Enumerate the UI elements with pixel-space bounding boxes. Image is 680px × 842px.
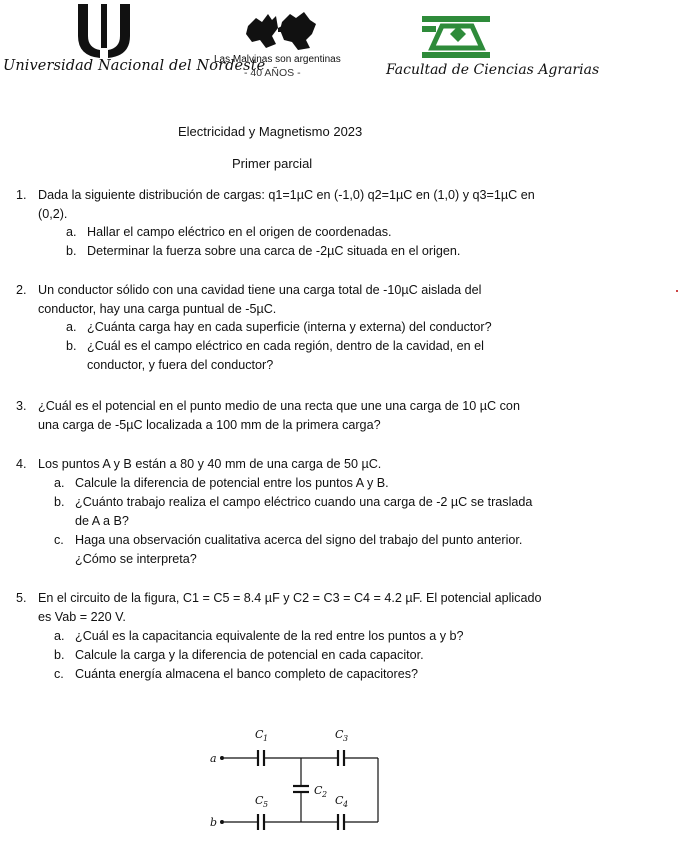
q3-number: 3. [16,399,27,413]
q4b-text-line1: ¿Cuánto trabajo realiza el campo eléctrico cuando una carga de -2 µC se traslada [75,495,533,509]
q2b-text-line2: conductor, y fuera del conductor? [87,358,274,372]
q4c-text-line2: ¿Cómo se interpreta? [75,552,197,566]
malvinas-logo [206,0,356,84]
capacitor-c2 [293,786,309,792]
q5b-text: Calcule la carga y la diferencia de potencial en cada capacitor. [75,648,424,662]
label-a: a [210,752,217,765]
q5b-label: b. [54,648,65,662]
terminal-b [220,820,224,824]
q2b-text-line1: ¿Cuál es el campo eléctrico en cada región, dentro de la cavidad, en el [87,339,484,353]
q2-text-line1: Un conductor sólido con una cavidad tiene una carga total de -10µC aislada del [38,283,482,297]
q4-number: 4. [16,457,27,471]
capacitor-c1 [258,750,264,766]
q1-text-line1: Dada la siguiente distribución de cargas: q1=1µC en (-1,0) q2=1µC en (1,0) y q3=1µC en [38,188,535,202]
label-c4-sub: 4 [343,800,349,809]
terminal-a [220,756,224,760]
q2a-text: ¿Cuánta carga hay en cada superficie (interna y externa) del conductor? [87,320,492,334]
q1b-text: Determinar la fuerza sobre una carca de -2µC situada en el origen. [87,244,461,258]
label-c4: C [335,794,344,807]
q1-text-line2: (0,2). [38,207,68,221]
q2-number: 2. [16,283,27,297]
q5a-text: ¿Cuál es la capacitancia equivalente de la red entre los puntos a y b? [75,629,464,643]
q1-number: 1. [16,188,27,202]
margin-dot [676,290,678,292]
document-title: Electricidad y Magnetismo 2023 [178,124,363,139]
q2-text-line2: conductor, hay una carga puntual de -5µC. [38,302,277,316]
q1a-text: Hallar el campo eléctrico en el origen de coordenadas. [87,225,392,239]
q5a-label: a. [54,629,65,643]
q1a-label: a. [66,225,77,239]
q2a-label: a. [66,320,77,334]
label-c5: C [255,794,264,807]
fca-emblem-icon [420,12,492,60]
fca-logo [380,0,600,84]
q3-text-line2: una carga de -5µC localizada a 100 mm de la primera carga? [38,418,381,432]
q5c-text: Cuánta energía almacena el banco completo de capacitores? [75,667,419,681]
q4a-text: Calcule la diferencia de potencial entre los puntos A y B. [75,476,389,490]
label-b: b [210,816,218,829]
q5-number: 5. [16,591,27,605]
q4b-label: b. [54,495,65,509]
unne-emblem-icon [74,2,134,60]
fca-name: Facultad de Ciencias Agrarias [386,62,600,78]
q3-text-line1: ¿Cuál es el potencial en el punto medio de una recta que une una carga de 10 µC con [38,399,520,413]
q4b-text-line2: de A a B? [75,514,129,528]
q1b-label: b. [66,244,77,258]
label-c3: C [335,728,344,741]
capacitor-c5 [258,814,264,830]
capacitor-c3 [338,750,344,766]
label-c2-sub: 2 [322,790,328,799]
label-c1-sub: 1 [263,734,269,743]
q4-text-line1: Los puntos A y B están a 80 y 40 mm de una carga de 50 µC. [38,457,382,471]
capacitor-c4 [338,814,344,830]
q4a-label: a. [54,476,65,490]
label-c5-sub: 5 [263,800,269,809]
q5-text-line1: En el circuito de la figura, C1 = C5 = 8.4 µF y C2 = C3 = C4 = 4.2 µF. El potencial aplicado [38,591,542,605]
q5-text-line2: es Vab = 220 V. [38,610,126,624]
q4c-label: c. [54,533,64,547]
capacitor-circuit-diagram [200,722,400,837]
malvinas-years: - 40 AÑOS - [244,67,301,79]
unne-name: Universidad Nacional del Nordeste [3,58,266,74]
label-c1: C [255,728,264,741]
document-subtitle: Primer parcial [232,156,313,171]
q5c-label: c. [54,667,64,681]
malvinas-slogan: Las Malvinas son argentinas [214,54,341,65]
q4c-text-line1: Haga una observación cualitativa acerca del signo del trabajo del punto anterior. [75,533,523,547]
q2b-label: b. [66,339,77,353]
label-c2: C [314,784,323,797]
malvinas-islands-icon [242,6,322,54]
unne-logo [0,0,266,80]
label-c3-sub: 3 [343,734,349,743]
